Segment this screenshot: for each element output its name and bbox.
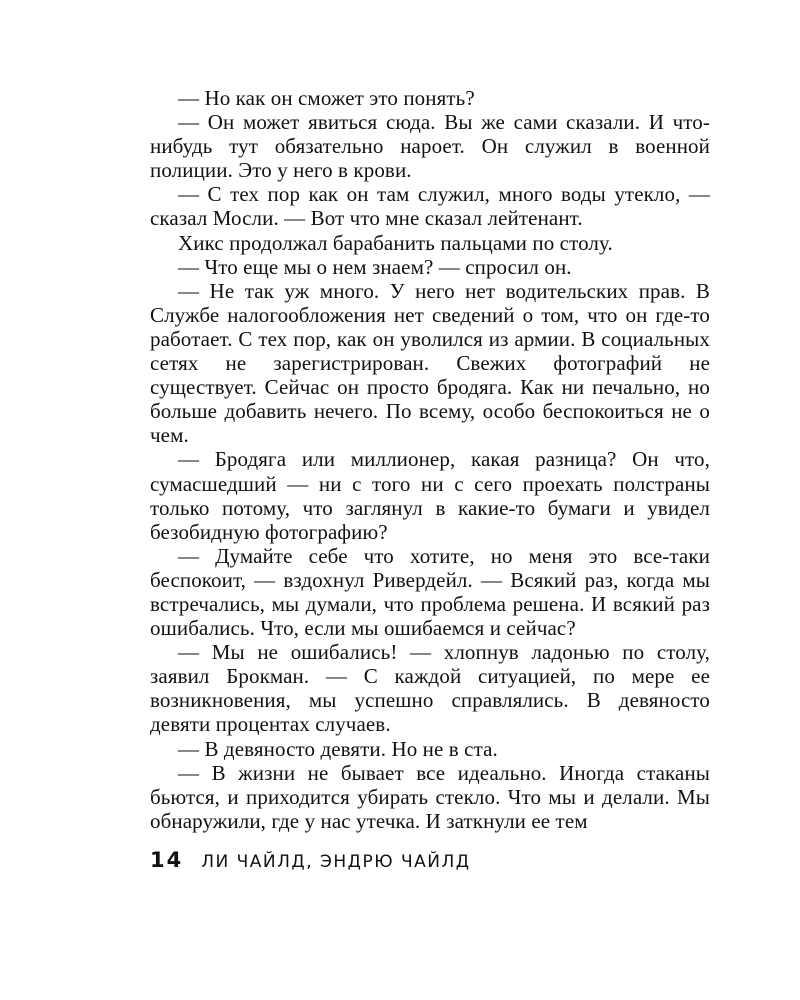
paragraph-5: — Что еще мы о нем знаем? — спросил он. [178,254,572,279]
paragraph-7: — Бродяга или миллионер, какая разница? Он что, сумасшедший — ни с того ни с сего проехать полстраны только потому, что заглянул в какие-то бумаги и увидел безобидную фотографию? [150,447,710,544]
page-number: 14 [150,848,184,872]
paragraph-10: — В девяносто девяти. Но не в ста. [178,736,498,761]
body-text [150,86,710,833]
page-footer [150,848,471,874]
paragraph-1: — Но как он сможет это понять? [178,86,475,110]
paragraph-8: — Думайте себе что хотите, но меня это все-таки беспокоит, — вздохнул Ривердейл. — Всякий раз, когда мы встречались, мы думали, что проблема решена. И всякий раз ошибались. Что, если мы ошибаемся и сейчас? [150,543,710,641]
paragraph-11: — В жизни не бывает все идеально. Иногда стаканы бьются, и приходится убирать стекло. Что мы и делали. Мы обнаружили, где у нас утечка. И заткнули ее тем [150,760,710,833]
paragraph-3: — С тех пор как он там служил, много воды утекло, — сказал Мосли. — Вот что мне сказал лейтенант. [150,182,710,231]
paragraph-2: — Он может явиться сюда. Вы же сами сказали. И что-нибудь тут обязательно нароет. Он служил в военной полиции. Это у него в крови. [150,110,710,183]
paragraph-6: — Не так уж много. У него нет водительских прав. В Службе налогообложения нет сведений о том, что он где-то работает. С тех пор, как он уволился из армии. В социальных сетях не зарегистрирован. Свежих фотографий не существует. Сейчас он просто бродяга. Как ни печально, но больше добавить нечего. По всему, особо беспокоиться не о чем. [150,278,710,448]
paragraph-4: Хикс продолжал барабанить пальцами по столу. [178,230,613,255]
paragraph-9: — Мы не ошибались! — хлопнув ладонью по столу, заявил Брокман. — С каждой ситуацией, по мере ее возникновения, мы успешно справлялись. В девяносто девяти процентах случаев. [150,640,710,737]
running-head: ЛИ ЧАЙЛД, ЭНДРЮ ЧАЙЛД [201,852,471,872]
